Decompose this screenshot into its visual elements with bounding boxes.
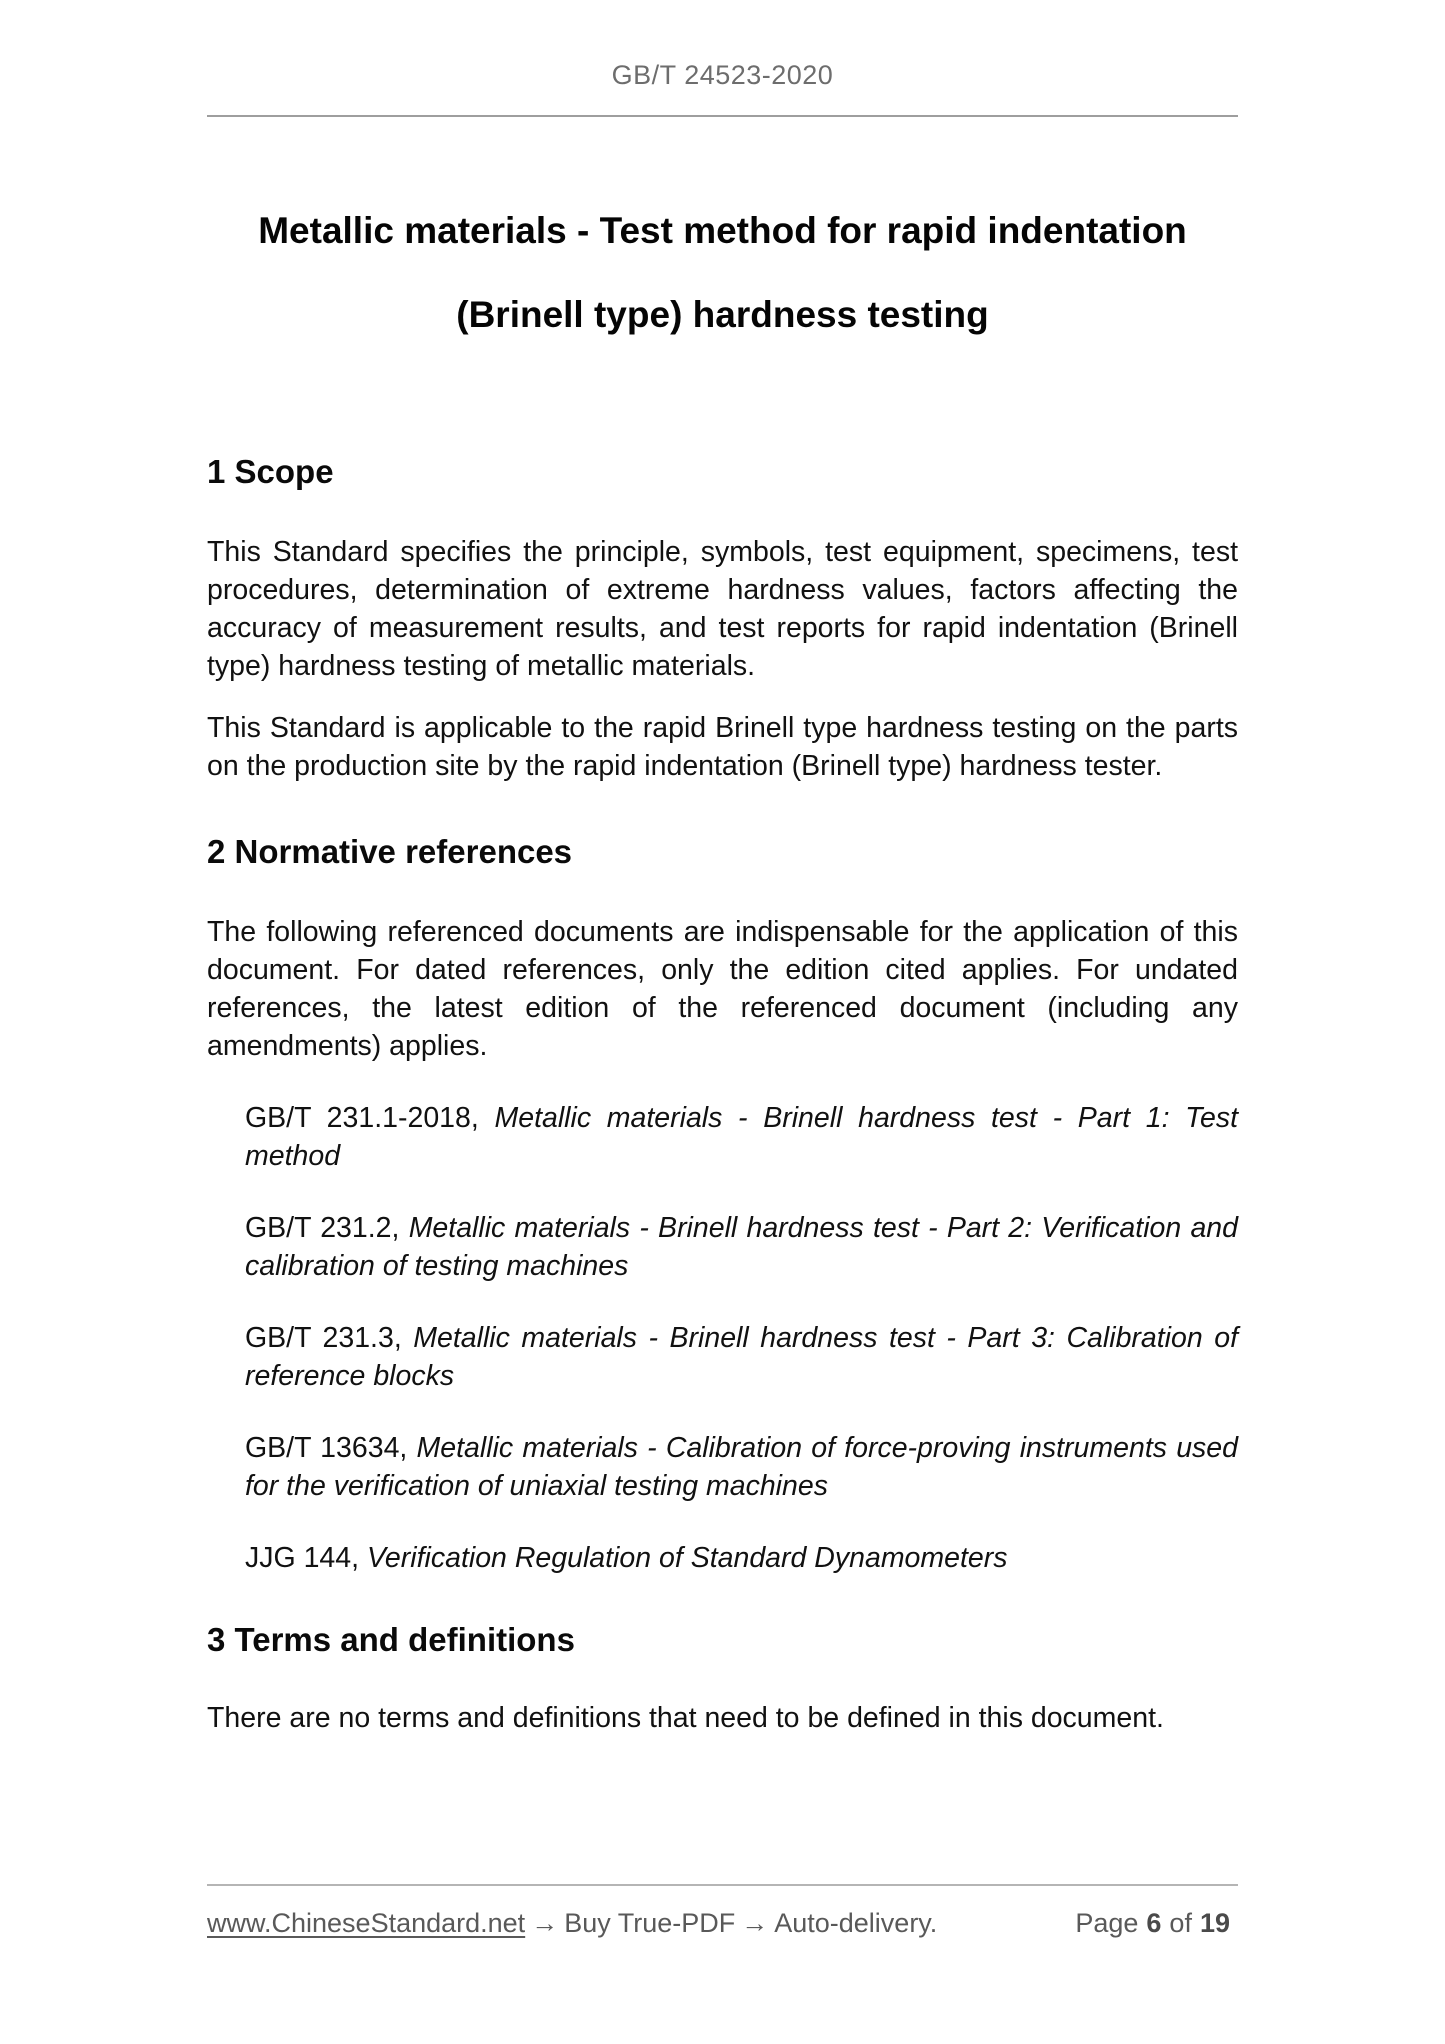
arrow-right-icon: → <box>531 1908 559 1938</box>
document-title-line-1: Metallic materials - Test method for rapid indentation <box>258 210 1187 251</box>
chinesestandard-link[interactable]: www.ChineseStandard.net <box>207 1908 526 1938</box>
reference-code: GB/T 231.2, <box>245 1212 400 1244</box>
reference-title: Metallic materials - Brinell hardness test - Part 1: Test method <box>245 1102 1238 1172</box>
reference-item <box>207 1209 1238 1285</box>
arrow-right-icon: → <box>741 1908 769 1938</box>
page-label: Page <box>1075 1908 1139 1938</box>
scope-paragraph-1: This Standard specifies the principle, symbols, test equipment, specimens, test procedures, determination of extreme hardness values, factors affecting the accuracy of measurement results, and test reports for rapid indentation (Brinell type) hardness testing of metallic materials. <box>207 536 1238 682</box>
reference-item <box>207 1429 1238 1505</box>
reference-item <box>207 1099 1238 1175</box>
footer-page-indicator <box>1075 1908 1238 1939</box>
reference-item <box>207 1539 1238 1577</box>
page-of-label: of <box>1169 1908 1192 1938</box>
document-title <box>207 189 1238 357</box>
heading-terms-and-definitions: 3 Terms and definitions <box>207 1621 575 1658</box>
header-divider <box>207 115 1238 117</box>
reference-title: Metallic materials - Brinell hardness test - Part 2: Verification and calibration of testing machines <box>245 1212 1238 1282</box>
page-content <box>0 189 1445 1737</box>
document-title-line-2: (Brinell type) hardness testing <box>456 294 989 335</box>
page-current-number: 6 <box>1146 1908 1162 1938</box>
reference-title: Metallic materials - Calibration of force-proving instruments used for the verification of uniaxial testing machines <box>245 1432 1239 1502</box>
reference-item <box>207 1319 1238 1395</box>
normative-intro-paragraph: The following referenced documents are indispensable for the application of this document. For dated references, only the edition cited applies. For undated references, the latest edition of the referenced document (including any amendments) applies. <box>207 916 1238 1062</box>
reference-code: GB/T 13634, <box>245 1432 408 1464</box>
terms-paragraph: There are no terms and definitions that need to be defined in this document. <box>207 1702 1164 1734</box>
footer-divider <box>207 1884 1238 1886</box>
heading-normative-references: 2 Normative references <box>207 833 573 870</box>
page-total-number: 19 <box>1199 1908 1230 1938</box>
page-footer <box>207 1884 1238 1939</box>
reference-code: JJG 144, <box>245 1542 360 1574</box>
footer-auto-delivery-label: Auto-delivery. <box>774 1908 938 1938</box>
header-doc-code: GB/T 24523-2020 <box>611 60 834 90</box>
reference-title: Metallic materials - Brinell hardness test - Part 3: Calibration of reference blocks <box>245 1322 1238 1392</box>
footer-buy-true-pdf-label: Buy True-PDF <box>564 1908 736 1938</box>
scope-paragraph-2: This Standard is applicable to the rapid Brinell type hardness testing on the parts on the production site by the rapid indentation (Brinell type) hardness tester. <box>207 712 1238 782</box>
reference-code: GB/T 231.1-2018, <box>245 1102 479 1134</box>
heading-scope: 1 Scope <box>207 453 334 490</box>
reference-code: GB/T 231.3, <box>245 1322 402 1354</box>
footer-source-line <box>207 1908 937 1939</box>
reference-title: Verification Regulation of Standard Dynamometers <box>366 1542 1008 1574</box>
